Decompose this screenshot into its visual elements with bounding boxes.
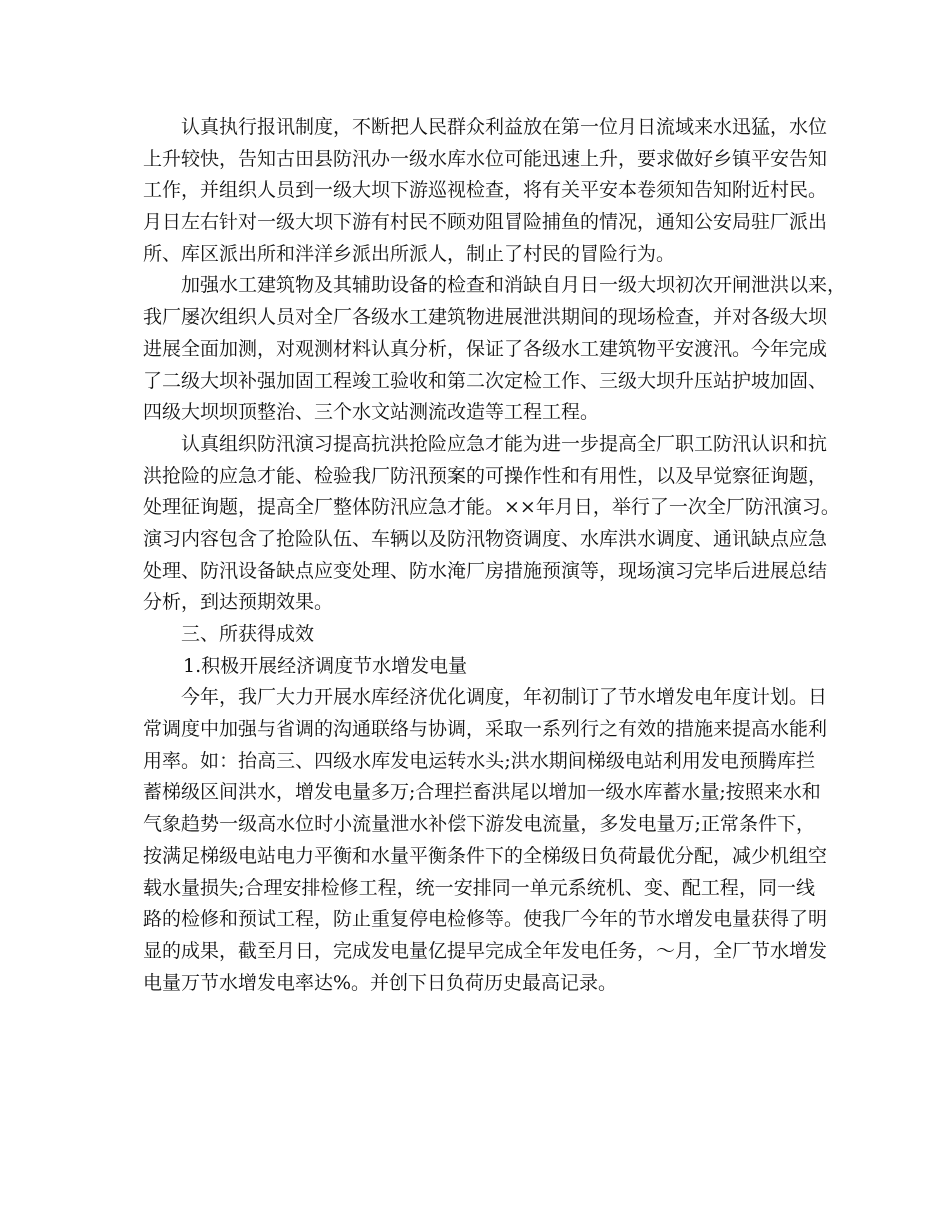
text-line: 月日左右针对一级大坝下游有村民不顾劝阻冒险捕鱼的情况，通知公安局驻厂派出 xyxy=(143,211,828,234)
text-line: 工作，并组织人员到一级大坝下游巡视检查，将有关平安本卷须知告知附近村民。 xyxy=(143,179,828,202)
text-line: 四级大坝坝顶整治、三个水文站测流改造等工程工程。 xyxy=(143,401,600,424)
text-line: 处理征询题，提高全厂整体防汛应急才能。××年月日，举行了一次全厂防汛演习。 xyxy=(143,496,840,519)
text-line: 处理、防汛设备缺点应变处理、防水淹厂房措施预演等，现场演习完毕后进展总结 xyxy=(143,559,828,582)
section-heading: 三、所获得成效 xyxy=(181,623,315,645)
text-line: 上升较快，告知古田县防汛办一级水库水位可能迅速上升，要求做好乡镇平安告知 xyxy=(143,147,828,170)
text-line: 认真执行报讯制度，不断把人民群众利益放在第一位月日流域来水迅猛，水位 xyxy=(181,116,828,138)
text-line: 显的成果，截至月日，完成发电量亿提早完成全年发电任务，～月，全厂节水增发 xyxy=(143,939,828,962)
subsection-heading: 1.积极开展经济调度节水增发电量 xyxy=(183,654,468,677)
text-line: 加强水工建筑物及其辅助设备的检查和消缺自月日一级大坝初次开闸泄洪以来， xyxy=(181,274,847,297)
text-line: 用率。如：抬高三、四级水库发电运转水头;洪水期间梯级电站利用发电预腾库拦 xyxy=(143,749,815,772)
text-line: 演习内容包含了抢险队伍、车辆以及防汛物资调度、水库洪水调度、通讯缺点应急 xyxy=(143,527,828,550)
text-line: 分析，到达预期效果。 xyxy=(143,591,334,614)
document-page xyxy=(143,112,847,999)
text-line: 常调度中加强与省调的沟通联络与协调，采取一系列行之有效的措施来提高水能利 xyxy=(143,718,828,741)
text-line: 蓄梯级区间洪水，增发电量多万;合理拦畜洪尾以增加一级水库蓄水量;按照来水和 xyxy=(143,781,821,804)
text-line: 今年，我厂大力开展水库经济优化调度，年初制订了节水增发电年度计划。日 xyxy=(181,686,828,709)
text-line: 所、库区派出所和泮洋乡派出所派人，制止了村民的冒险行为。 xyxy=(143,242,676,265)
text-line: 按满足梯级电站电力平衡和水量平衡条件下的全梯级日负荷最优分配，减少机组空 xyxy=(143,844,828,867)
text-line: 洪抢险的应急才能、检验我厂防汛预案的可操作性和有用性，以及早觉察征询题， xyxy=(143,464,828,487)
text-line: 载水量损失;合理安排检修工程，统一安排同一单元系统机、变、配工程，同一线 xyxy=(143,876,815,899)
text-line: 了二级大坝补强加固工程竣工验收和第二次定检工作、三级大坝升压站护坡加固、 xyxy=(143,369,828,392)
text-line: 气象趋势一级高水位时小流量泄水补偿下游发电流量，多发电量万;正常条件下， xyxy=(143,813,815,836)
text-line: 进展全面加测，对观测材料认真分析，保证了各级水工建筑物平安渡汛。今年完成 xyxy=(143,337,828,360)
text-line: 路的检修和预试工程，防止重复停电检修等。使我厂今年的节水增发电量获得了明 xyxy=(143,908,828,931)
text-line: 认真组织防汛演习提高抗洪抢险应急才能为进一步提高全厂职工防汛认识和抗 xyxy=(181,432,828,455)
text-line: 电量万节水增发电率达%。并创下日负荷历史最高记录。 xyxy=(143,971,618,994)
text-line: 我厂屡次组织人员对全厂各级水工建筑物进展泄洪期间的现场检查，并对各级大坝 xyxy=(143,306,828,329)
